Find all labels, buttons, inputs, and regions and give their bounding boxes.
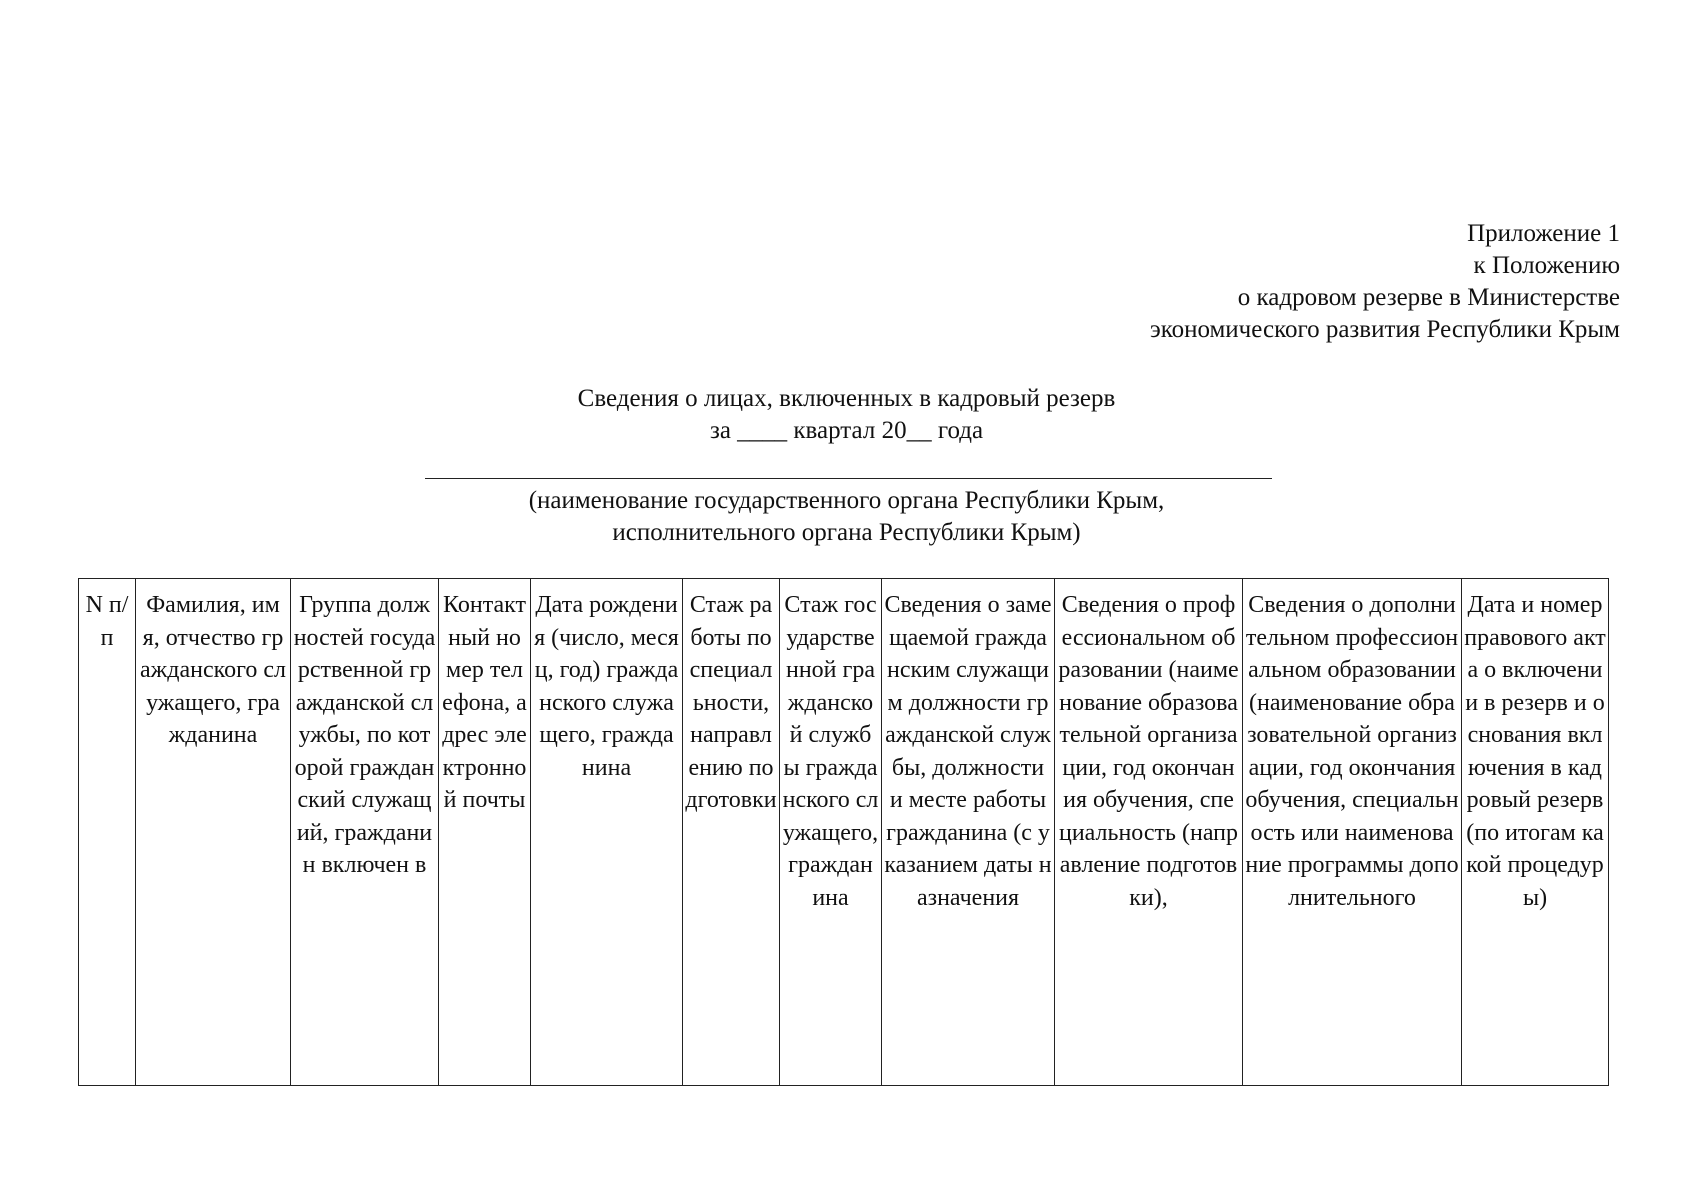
col-header-number: N п/п: [79, 579, 136, 1086]
col-header-additional-education: Сведения о дополнительном профессиональном образовании (наименование образовательной организации, год окончания обучения, специальность или наименование программы дополнительного: [1243, 579, 1462, 1086]
document-title: [0, 383, 1693, 447]
title-line-2: за ____ квартал 20__ года: [709, 417, 984, 444]
table-header-row: [79, 579, 1609, 1086]
org-caption-line-2: исполнительного органа Республики Крым): [612, 519, 1081, 546]
appendix-line: о кадровом резерве в Министерстве: [1237, 284, 1620, 311]
col-header-full-name: Фамилия, имя, отчество гражданского служащего, гражданина: [136, 579, 291, 1086]
org-caption-line-1: (наименование государственного органа Республики Крым,: [528, 487, 1165, 514]
organization-caption: [0, 485, 1693, 549]
reserve-table: [78, 578, 1609, 1086]
title-line-1: Сведения о лицах, включенных в кадровый резерв: [577, 385, 1116, 412]
col-header-birth-date: Дата рождения (число, месяц, год) гражданского служащего, гражданина: [531, 579, 683, 1086]
appendix-line: экономического развития Республики Крым: [1149, 316, 1620, 343]
col-header-legal-act: Дата и номер правового акта о включении в резерв и основания включения в кадровый резерв (по итогам какой процедуры): [1462, 579, 1609, 1086]
col-header-specialty-experience: Стаж работы по специальности, направлению подготовки: [683, 579, 780, 1086]
col-header-position-group: Группа должностей государственной гражданской службы, по которой гражданский служащий, гражданин включен в: [291, 579, 439, 1086]
organization-name-blank-line: [425, 478, 1272, 479]
appendix-line: к Положению: [1473, 252, 1620, 279]
col-header-current-position: Сведения о замещаемой гражданским служащим должности гражданской службы, должности и месте работы гражданина (с указанием даты назначения: [882, 579, 1055, 1086]
col-header-contacts: Контактный номер телефона, адрес электронной почты: [439, 579, 531, 1086]
appendix-line: Приложение 1: [1467, 220, 1620, 247]
appendix-note: [1150, 218, 1620, 346]
col-header-civil-service-experience: Стаж государственной гражданской службы гражданского служащего, гражданина: [780, 579, 882, 1086]
col-header-professional-education: Сведения о профессиональном образовании (наименование образовательной организации, год окончания обучения, специальность (направление подготовки),: [1055, 579, 1243, 1086]
